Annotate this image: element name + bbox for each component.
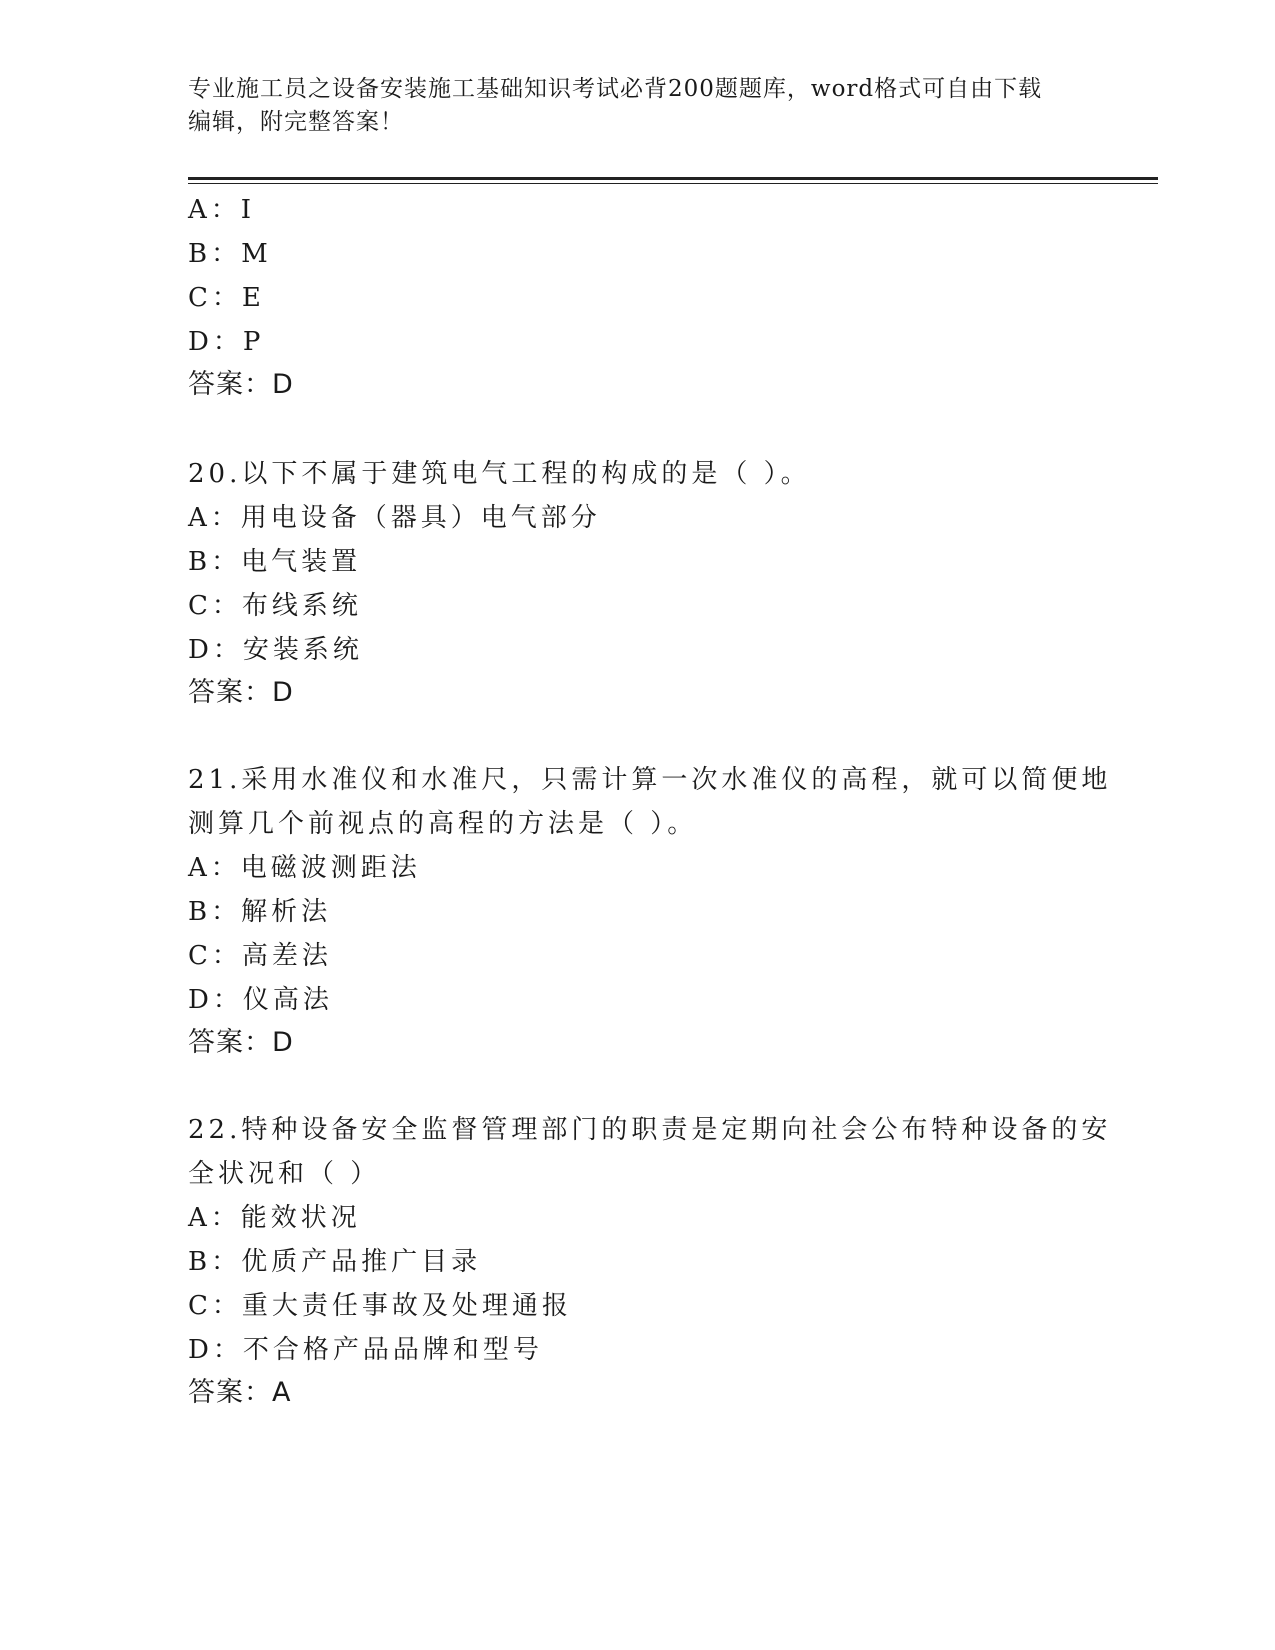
prev-option-a: A：I [188, 195, 256, 225]
header-line-1: 专业施工员之设备安装施工基础知识考试必背200题题库，word格式可自由下载 [188, 76, 1043, 102]
q22-option-d: D：不合格产品品牌和型号 [188, 1335, 543, 1365]
q22-option-b: B：优质产品推广目录 [188, 1247, 482, 1277]
q20-option-a: A：用电设备（器具）电气部分 [188, 503, 601, 533]
q20-option-d: D：安装系统 [188, 635, 363, 665]
q22-stem-line-2: 全状况和（ ） [188, 1159, 381, 1189]
q20-stem-line-1: 20.以下不属于建筑电气工程的构成的是（ ）。 [188, 459, 811, 489]
q21-option-d: D：仪高法 [188, 985, 333, 1015]
header-line-2: 编辑，附完整答案！ [188, 109, 404, 135]
q22-option-c: C：重大责任事故及处理通报 [188, 1291, 572, 1321]
prev-answer: 答案：D [188, 369, 294, 400]
q20-option-c: C：布线系统 [188, 591, 362, 621]
q21-option-a: A：电磁波测距法 [188, 853, 421, 883]
header-rule-thin [188, 183, 1158, 184]
q21-answer: 答案：D [188, 1027, 294, 1058]
q22-answer: 答案：A [188, 1377, 292, 1408]
prev-option-c: C：E [188, 283, 265, 313]
prev-option-b: B：M [188, 239, 272, 269]
q22-option-a: A：能效状况 [188, 1203, 361, 1233]
header-rule-thick [188, 177, 1158, 180]
q21-option-b: B：解析法 [188, 897, 332, 927]
q20-answer: 答案：D [188, 677, 294, 708]
q21-option-c: C：高差法 [188, 941, 332, 971]
document-header [188, 73, 1088, 139]
prev-option-d: D：P [188, 327, 265, 357]
q21-stem-line-2: 测算几个前视点的高程的方法是（ ）。 [188, 809, 698, 839]
q21-stem-line-1: 21.采用水准仪和水准尺，只需计算一次水准仪的高程，就可以简便地 [188, 765, 1112, 795]
q22-stem-line-1: 22.特种设备安全监督管理部门的职责是定期向社会公布特种设备的安 [188, 1115, 1112, 1145]
q20-option-b: B：电气装置 [188, 547, 362, 577]
